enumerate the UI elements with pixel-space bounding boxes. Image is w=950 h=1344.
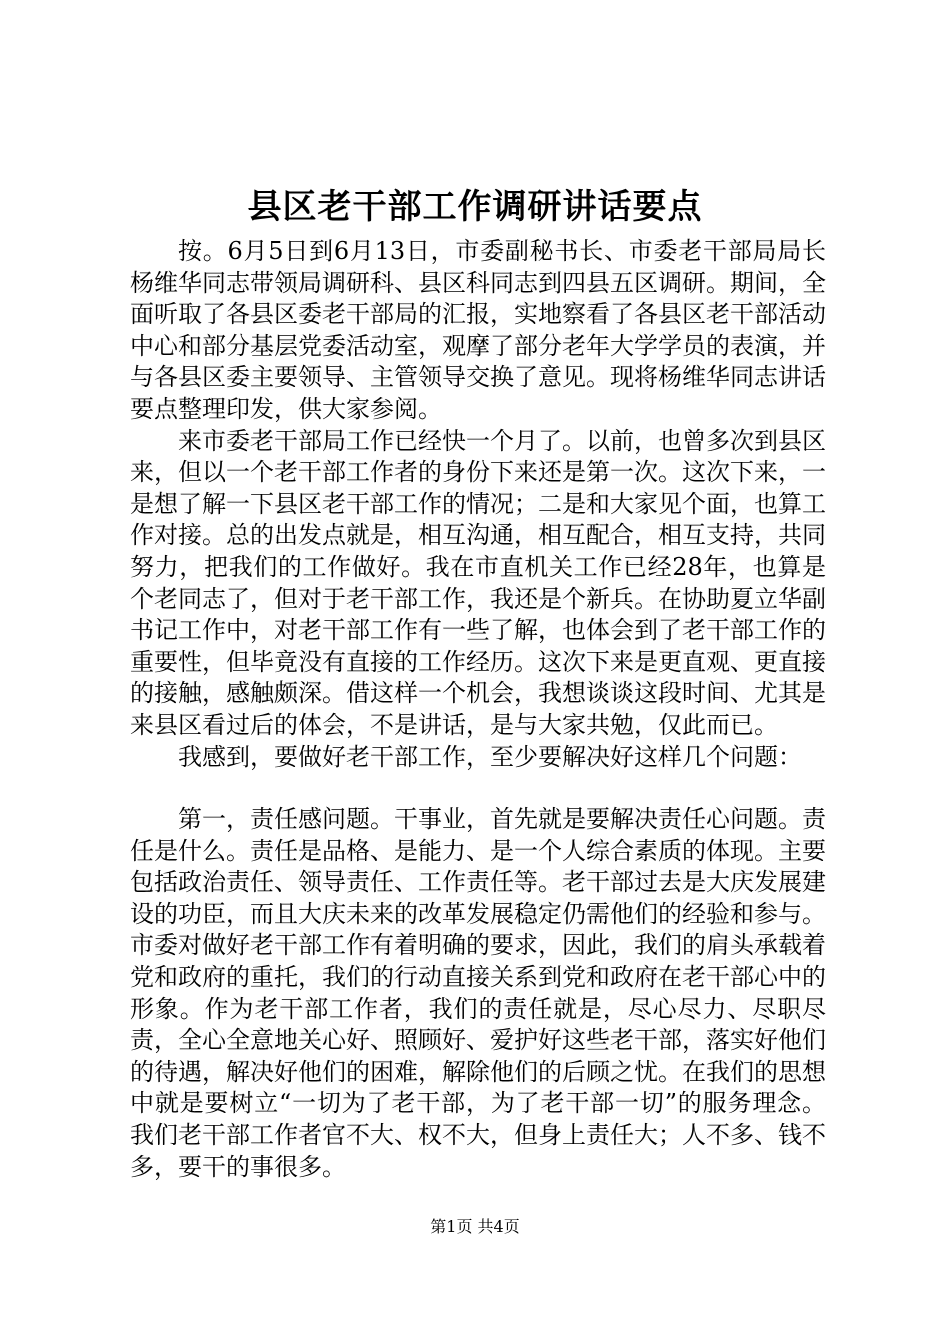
paragraph-preface: 按。6月5日到6月13日，市委副秘书长、市委老干部局局长杨维华同志带领局调研科、县区科同志到四县五区调研。期间，全面听取了各县区委老干部局的汇报，实地察看了各县区老干部活动中心和部分基层党委活动室，观摩了部分老年大学学员的表演，并与各县区委主要领导、主管领导交换了意见。现将杨维华同志讲话要点整理印发，供大家参阅。	[130, 237, 826, 423]
paragraph-responsibility: 第一，责任感问题。干事业，首先就是要解决责任心问题。责任是什么。责任是品格、是能力、是一个人综合素质的体现。主要包括政治责任、领导责任、工作责任等。老干部过去是大庆发展建设的功臣，而且大庆未来的改革发展稳定仍需他们的经验和参与。市委对做好老干部工作有着明确的要求，因此，我们的肩头承载着党和政府的重托，我们的行动直接关系到党和政府在老干部心中的形象。作为老干部工作者，我们的责任就是，尽心尽力、尽职尽责，全心全意地关心好、照顾好、爱护好这些老干部，落实好他们的待遇，解决好他们的困难，解除他们的后顾之忧。在我们的思想中就是要树立“一切为了老干部，为了老干部一切”的服务理念。我们老干部工作者官不大、权不大，但身上责任大；人不多、钱不多，要干的事很多。	[130, 805, 826, 1181]
page-footer: 第1页 共4页	[430, 1217, 520, 1236]
paragraph-intro: 来市委老干部局工作已经快一个月了。以前，也曾多次到县区来，但以一个老干部工作者的身份下来还是第一次。这次下来，一是想了解一下县区老干部工作的情况；二是和大家见个面，也算工作对接。总的出发点就是，相互沟通，相互配合，相互支持，共同努力，把我们的工作做好。我在市直机关工作已经28年，也算是个老同志了，但对于老干部工作，我还是个新兵。在协助夏立华副书记工作中，对老干部工作有一些了解，也体会到了老干部工作的重要性，但毕竟没有直接的工作经历。这次下来是更直观、更直接的接触，感触颇深。借这样一个机会，我想谈谈这段时间、尤其是来县区看过后的体会，不是讲话，是与大家共勉，仅此而已。	[130, 426, 826, 739]
paragraph-lead-in: 我感到，要做好老干部工作，至少要解决好这样几个问题：	[178, 742, 802, 771]
document-body	[130, 236, 826, 1183]
document-title: 县区老干部工作调研讲话要点	[247, 187, 703, 227]
